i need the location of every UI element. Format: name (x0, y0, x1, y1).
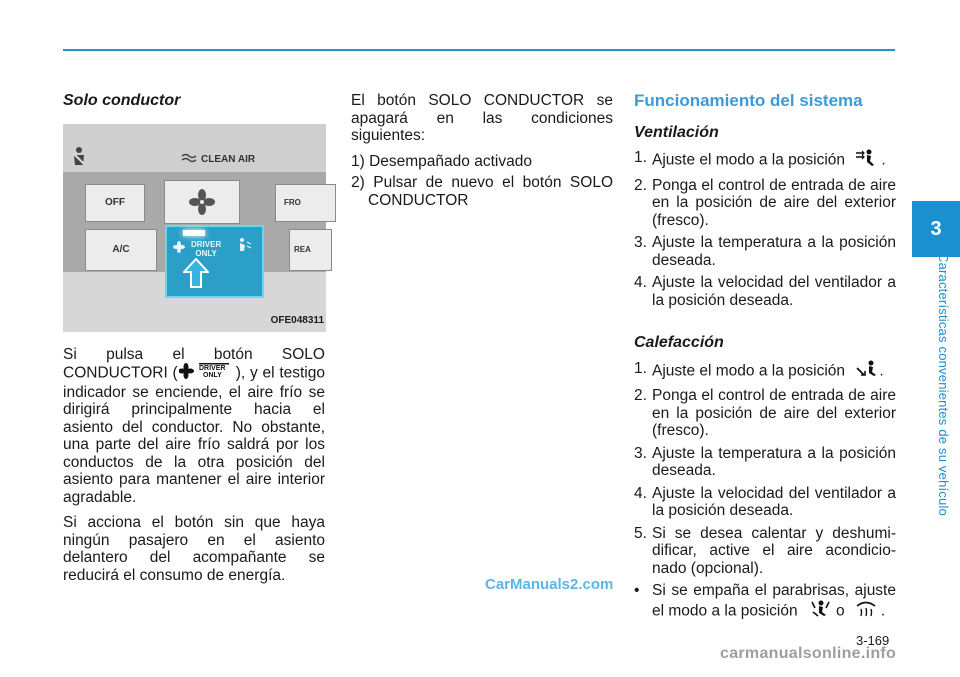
driver-only-inline-icon (179, 363, 235, 384)
watermark-carmanualsonline: carmanualsonline.info (720, 645, 897, 662)
pointer-arrow-icon (183, 258, 209, 293)
defrost-mode-icon (855, 600, 877, 623)
list-item (634, 485, 896, 520)
seat-airflow-icon (237, 237, 253, 253)
system-operation-heading: Funcionamiento del sistema (634, 91, 863, 110)
step-number: 5. (634, 524, 647, 542)
condition-item-2 (351, 174, 613, 209)
indicator-light-icon (183, 230, 205, 236)
chapter-number: 3 (930, 217, 942, 240)
step-end: . (881, 151, 886, 169)
step-text: Ponga el control de entrada de aire en la posición de aire del exterior (fresco). (652, 176, 896, 229)
step-number: 2. (634, 176, 647, 194)
step-number: 3. (634, 234, 647, 251)
column-3 (634, 92, 896, 627)
step-text: Ajuste la temperatura a la posición deseada. (652, 234, 896, 269)
ac-button[interactable] (85, 229, 157, 271)
driver-line-2: ONLY (195, 248, 217, 258)
list-item (634, 360, 896, 383)
step-number: 2. (634, 387, 647, 404)
climate-panel-figure (63, 124, 326, 332)
step-number: 1. (634, 149, 647, 166)
para1-end: ), y el testigo indicador se enciende, el aire frío se dirigirá principalmente hacia el asiento del conductor. No obstante, una parte del aire frío saldrá por los conductos de la otra posición del asiento para mantener el aire interior agradable. (63, 364, 325, 506)
off-conditions-intro: El botón SOLO CONDUCTOR se apagará en las condiciones siguientes: (351, 92, 613, 144)
figure-code: OFE048311 (270, 315, 324, 326)
svg-text:DRIVER: DRIVER (198, 365, 226, 372)
page-number: 3-169 (856, 633, 890, 648)
para1-start: Si pulsa el botón SOLO CONDUCTORI ( (63, 345, 325, 382)
step-end: . (879, 361, 884, 379)
fan-icon (189, 189, 215, 215)
off-label: OFF (105, 196, 125, 208)
chapter-title: Características convenientes de su vehículo (936, 253, 951, 516)
chapter-tab (912, 201, 960, 257)
condition-item-2-text: 2) Pulsar de nuevo el botón SOLO CONDUCTOR (351, 174, 613, 209)
list-item (634, 445, 896, 480)
heating-heading: Calefacción (634, 334, 724, 351)
step-number: 4. (634, 484, 647, 502)
floor-mode-icon (855, 360, 877, 383)
face-vent-mode-icon (855, 149, 877, 172)
driver-only-button[interactable] (165, 225, 264, 298)
list-item (634, 177, 896, 230)
condition-item-1: 1) Desempañado activado (351, 152, 532, 170)
watermark-carmanuals2: CarManuals2.com (485, 576, 614, 593)
driver-line-1: DRIVER (191, 239, 222, 249)
list-item (634, 274, 896, 309)
top-rule (63, 49, 895, 51)
section-heading-solo-conductor: Solo conductor (63, 92, 181, 109)
step-text: Si se desea calentar y deshumi-dificar, active el aire acondicio-nado (opcional). (652, 524, 896, 577)
step-text: Ponga el control de entrada de aire en la posición de aire del exterior (fresco). (652, 387, 896, 439)
list-item (634, 525, 896, 578)
step-text: Ajuste el modo a la posición (652, 151, 846, 169)
step-text: Ajuste el modo a la posición (652, 361, 846, 379)
svg-text:ONLY: ONLY (202, 372, 222, 379)
fan-small-icon (173, 241, 185, 253)
bullet-text: Si se empaña el parabrisas, ajuste el modo a la posición (652, 582, 896, 619)
bullet-mark: • (634, 582, 640, 599)
energy-saving-paragraph: Si acciona el botón sin que haya ningún pasajero en el asiento delantero del acompañante se reducirá el consumo de energía. (63, 514, 325, 584)
column-2 (351, 92, 613, 209)
step-number: 1. (634, 359, 647, 377)
driver-only-description (63, 346, 325, 507)
front-defrost-button[interactable] (275, 184, 336, 222)
list-item (634, 387, 896, 440)
bullet-end: . (880, 601, 886, 619)
clean-air-icon (181, 152, 197, 170)
rear-label: REA (294, 244, 311, 254)
heating-steps (634, 360, 896, 623)
fan-button[interactable] (164, 180, 240, 224)
seatbelt-icon (71, 146, 87, 171)
step-text: Ajuste la velocidad del ventilador a la posición deseada. (652, 274, 896, 309)
floor-defrost-mode-icon (810, 600, 832, 623)
ventilation-steps (634, 149, 896, 309)
column-1 (63, 92, 325, 592)
step-text: Ajuste la temperatura a la posición deseada. (652, 444, 896, 479)
off-button[interactable] (85, 184, 145, 222)
ventilation-heading: Ventilación (634, 123, 719, 141)
ac-label: A/C (112, 243, 130, 255)
bullet-or: o (835, 601, 845, 619)
clean-air-label: CLEAN AIR (201, 153, 256, 165)
driver-only-text (191, 240, 221, 258)
list-item (634, 582, 896, 622)
step-number: 4. (634, 274, 647, 291)
list-item (634, 149, 896, 172)
step-number: 3. (634, 444, 647, 462)
step-text: Ajuste la velocidad del ventilador a la posición deseada. (652, 484, 896, 519)
list-item (634, 234, 896, 269)
front-label: FRO (284, 197, 301, 207)
rear-defrost-button[interactable] (289, 229, 332, 271)
